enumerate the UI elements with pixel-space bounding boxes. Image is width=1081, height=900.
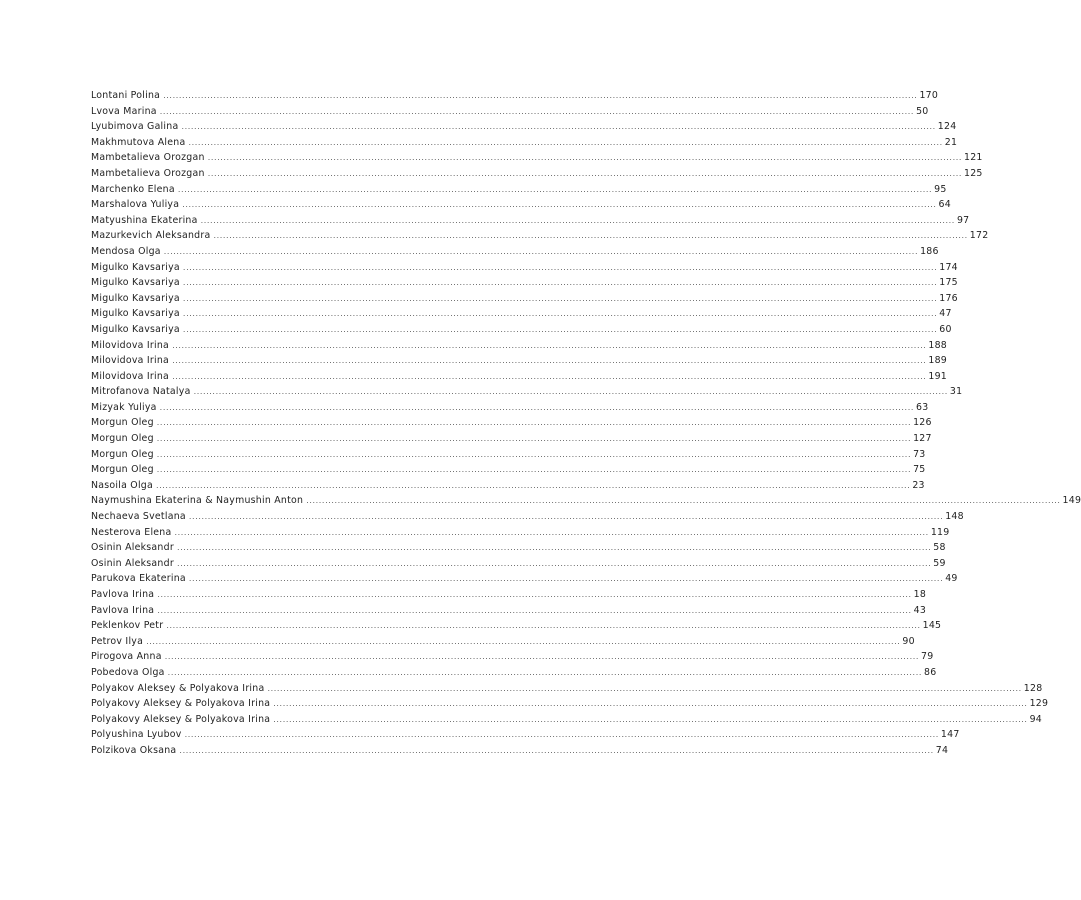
entry-page-number: 94 [1029,713,1043,725]
entry-name: Parukova Ekaterina [91,573,186,585]
entry-page-number: 174 [939,261,958,273]
dot-leader: ................................................................................................................................................................................................................................................ [306,496,1061,506]
dot-leader: ................................................................................................................................................................................................................................................ [188,512,944,522]
index-entry [91,681,1043,697]
entry-page-number: 21 [944,136,958,148]
entry-name: Petrov Ilya [91,635,144,647]
entry-page-number: 121 [964,152,983,164]
entry-page-number: 129 [1029,698,1049,710]
entry-name: Mizyak Yuliya [91,401,157,413]
index-entry [91,665,937,681]
index-entry [91,727,960,743]
entry-name: Lvova Marina [91,105,157,117]
entry-page-number: 73 [913,448,926,460]
entry-name: Naymushina Ekaterina & Naymushin Anton [91,495,304,507]
entry-name: Polyakovy Aleksey & Polyakova Irina [91,698,271,710]
entry-name: Mambetalieva Orozgan [91,167,205,179]
entry-name: Nasoila Olga [91,479,153,491]
index-entry [91,493,1081,509]
dot-leader: ................................................................................................................................................................................................................................................ [166,621,921,631]
dot-leader: ................................................................................................................................................................................................................................................ [273,699,1028,709]
dot-leader: ................................................................................................................................................................................................................................................ [182,262,938,272]
dot-leader: ................................................................................................................................................................................................................................................ [172,356,927,366]
entry-page-number: 119 [930,526,950,538]
entry-name: Makhmutova Alena [91,136,186,148]
dot-leader: ................................................................................................................................................................................................................................................ [176,558,932,568]
entry-name: Marchenko Elena [91,183,175,195]
entry-name: Migulko Kavsariya [91,261,180,273]
dot-leader: ................................................................................................................................................................................................................................................ [207,153,962,163]
entry-page-number: 175 [939,277,958,289]
index-entry [91,322,952,338]
index-entry [91,306,952,322]
entry-page-number: 75 [913,464,926,476]
index-entry [91,182,947,198]
entry-page-number: 18 [913,589,927,600]
entry-name: Polzikova Oksana [91,744,177,756]
dot-leader: ................................................................................................................................................................................................................................................ [181,122,936,132]
entry-name: Lyubimova Galina [91,121,179,133]
entry-name: Mambetalieva Orozgan [91,152,205,164]
index-entry [91,649,934,665]
dot-leader: ................................................................................................................................................................................................................................................ [167,667,922,677]
index-entry [91,260,958,276]
entry-page-number: 97 [956,214,970,226]
index-entry [91,509,964,525]
index-entry [91,525,950,541]
dot-leader: ................................................................................................................................................................................................................................................ [200,215,955,225]
index-entry [91,634,915,650]
index-entry [91,291,958,307]
index-entry [91,197,951,213]
entry-name: Milovidova Irina [91,370,170,382]
entry-page-number: 186 [920,245,939,257]
entry-page-number: 126 [913,417,932,429]
entry-page-number: 43 [913,604,927,616]
entry-name: Milovidova Irina [91,339,170,351]
dot-leader: ................................................................................................................................................................................................................................................ [157,590,912,599]
index-entry [91,213,970,229]
dot-leader: ................................................................................................................................................................................................................................................ [163,91,918,100]
entry-page-number: 148 [945,511,964,523]
dot-leader: ................................................................................................................................................................................................................................................ [193,387,948,397]
index-entry [91,88,939,104]
index-entry [91,696,1049,712]
entry-page-number: 59 [933,557,946,569]
entry-name: Morgun Oleg [91,464,154,476]
index-entry [91,135,958,151]
entry-page-number: 31 [949,386,963,398]
entry-name: Migulko Kavsariya [91,292,180,304]
index-entry [91,415,932,431]
index-entry [91,353,948,369]
dot-leader: ................................................................................................................................................................................................................................................ [182,278,938,288]
entry-name: Nechaeva Svetlana [91,511,186,523]
index-entry [91,556,946,572]
entry-name: Nesterova Elena [91,526,172,538]
entry-name: Polyushina Lyubov [91,729,182,741]
entry-page-number: 74 [935,744,949,756]
index-entry [91,478,925,494]
dot-leader: ................................................................................................................................................................................................................................................ [172,371,927,381]
entry-page-number: 58 [933,542,946,554]
entry-page-number: 90 [902,635,915,647]
dot-leader: ................................................................................................................................................................................................................................................ [207,168,962,178]
index-entry [91,228,989,244]
entry-page-number: 49 [945,573,958,585]
index-entry [91,462,926,478]
dot-leader: ................................................................................................................................................................................................................................................ [179,745,934,755]
entry-page-number: 79 [921,651,934,663]
dot-leader: ................................................................................................................................................................................................................................................ [156,418,912,428]
entry-name: Migulko Kavsariya [91,308,180,320]
dot-leader: ................................................................................................................................................................................................................................................ [182,309,938,319]
entry-name: Morgun Oleg [91,448,154,460]
entry-page-number: 172 [969,230,989,242]
index-entry [91,447,926,463]
entry-page-number: 188 [928,339,948,351]
entry-name: Pavlova Irina [91,589,155,600]
dot-leader: ................................................................................................................................................................................................................................................ [176,543,932,553]
index-entry [91,166,983,182]
entry-name: Mendosa Olga [91,245,161,257]
entry-name: Marshalova Yuliya [91,199,180,211]
entry-name: Lontani Polina [91,90,161,101]
entry-page-number: 125 [964,167,983,179]
entry-name: Morgun Oleg [91,417,154,429]
index-entry [91,369,948,385]
entry-name: Milovidova Irina [91,355,170,367]
entry-page-number: 60 [939,323,952,335]
entry-name: Osinin Aleksandr [91,557,174,569]
dot-leader: ................................................................................................................................................................................................................................................ [159,106,915,116]
index-entry [91,338,948,354]
dot-leader: ................................................................................................................................................................................................................................................ [213,231,968,241]
entry-page-number: 124 [937,121,957,133]
entry-name: Polyakov Aleksey & Polyakova Irina [91,682,265,694]
dot-leader: ................................................................................................................................................................................................................................................ [273,714,1028,724]
index-entry [91,384,963,400]
dot-leader: ................................................................................................................................................................................................................................................ [156,449,912,459]
dot-leader: ................................................................................................................................................................................................................................................ [157,605,912,615]
index-entry [91,743,949,759]
entry-page-number: 23 [912,479,925,491]
index-entry [91,571,958,587]
dot-leader: ................................................................................................................................................................................................................................................ [267,683,1022,693]
index-entry [91,150,983,166]
entry-name: Pobedova Olga [91,666,165,678]
entry-page-number: 176 [939,292,958,304]
dot-leader: ................................................................................................................................................................................................................................................ [182,293,938,303]
entry-name: Peklenkov Petr [91,620,164,632]
entry-page-number: 50 [916,105,929,117]
dot-leader: ................................................................................................................................................................................................................................................ [184,730,939,740]
entry-name: Pirogova Anna [91,651,162,663]
dot-leader: ................................................................................................................................................................................................................................................ [177,184,933,194]
dot-leader: ................................................................................................................................................................................................................................................ [156,480,911,490]
index-entry [91,618,942,634]
index-entry [91,244,939,260]
entry-name: Mitrofanova Natalya [91,386,191,398]
entry-page-number: 145 [922,620,942,632]
dot-leader: ................................................................................................................................................................................................................................................ [163,246,919,256]
entry-page-number: 64 [938,199,951,211]
dot-leader: ................................................................................................................................................................................................................................................ [164,652,919,662]
entry-page-number: 128 [1023,682,1043,694]
index-entry [91,400,929,416]
entry-name: Morgun Oleg [91,433,154,445]
entry-page-number: 127 [913,433,932,445]
index-entry [91,275,958,291]
dot-leader: ................................................................................................................................................................................................................................................ [182,324,938,334]
dot-leader: ................................................................................................................................................................................................................................................ [156,465,912,475]
dot-leader: ................................................................................................................................................................................................................................................ [174,527,929,537]
entry-name: Osinin Aleksandr [91,542,174,554]
index-entry [91,603,927,619]
entry-page-number: 95 [934,183,947,195]
entry-name: Polyakovy Aleksey & Polyakova Irina [91,713,271,725]
index-entry [91,431,932,447]
entry-page-number: 86 [923,666,937,678]
name-index-list [91,88,1081,759]
dot-leader: ................................................................................................................................................................................................................................................ [156,434,912,444]
entry-name: Migulko Kavsariya [91,323,180,335]
dot-leader: ................................................................................................................................................................................................................................................ [188,574,944,584]
entry-page-number: 147 [940,729,960,741]
entry-name: Migulko Kavsariya [91,277,180,289]
entry-name: Pavlova Irina [91,604,155,616]
entry-page-number: 149 [1062,495,1081,507]
index-entry [91,540,946,556]
index-entry [91,587,927,603]
index-entry [91,712,1043,728]
index-entry [91,104,929,120]
dot-leader: ................................................................................................................................................................................................................................................ [159,402,914,412]
dot-leader: ................................................................................................................................................................................................................................................ [172,340,927,350]
index-entry [91,119,957,135]
entry-name: Matyushina Ekaterina [91,214,198,226]
entry-page-number: 191 [928,370,948,382]
entry-page-number: 170 [919,90,939,101]
dot-leader: ................................................................................................................................................................................................................................................ [182,200,937,210]
entry-page-number: 47 [939,308,952,320]
entry-page-number: 189 [928,355,948,367]
dot-leader: ................................................................................................................................................................................................................................................ [146,636,901,646]
dot-leader: ................................................................................................................................................................................................................................................ [188,137,943,147]
entry-name: Mazurkevich Aleksandra [91,230,211,242]
entry-page-number: 63 [915,401,929,413]
